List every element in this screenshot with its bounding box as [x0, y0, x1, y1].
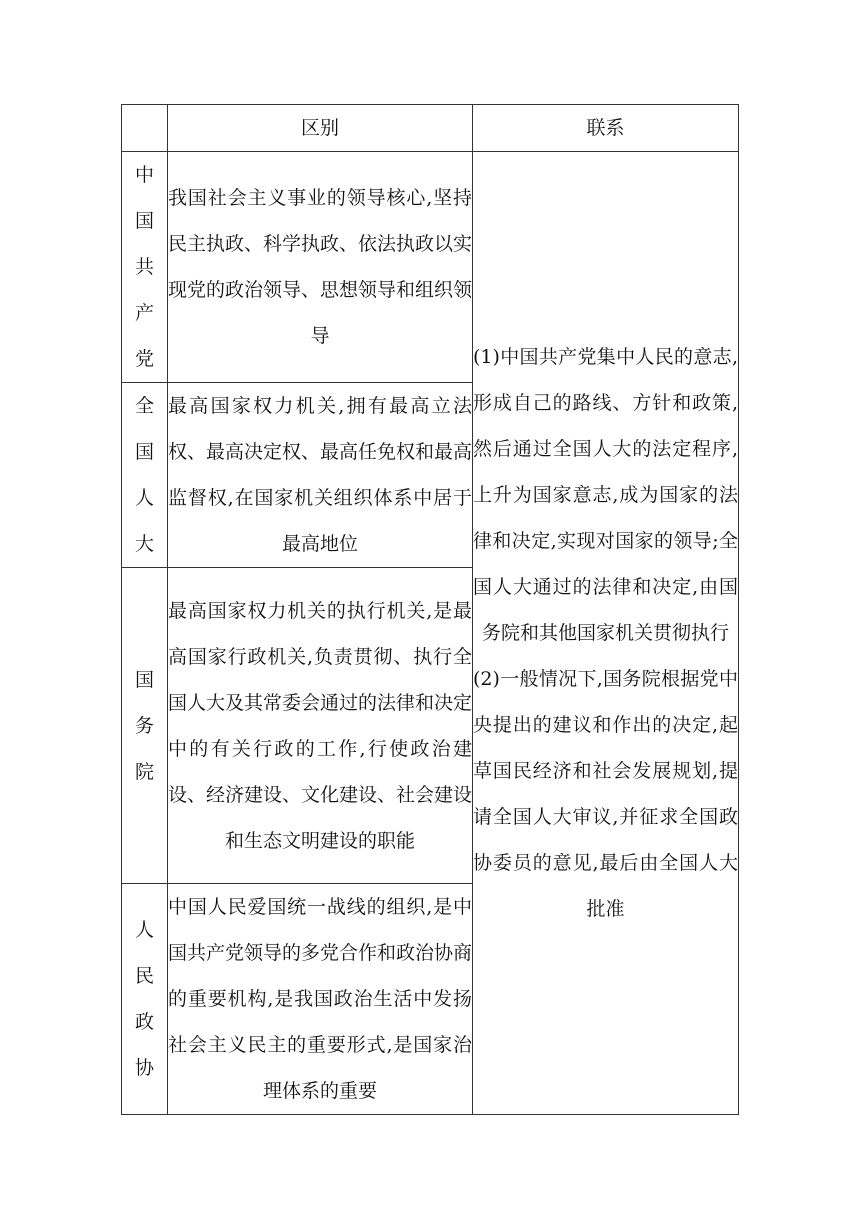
connection-text: (1)中国共产党集中人民的意志,形成自己的路线、方针和政策,然后通过全国人大的法定程序,上升为国家意志,成为国家的法律和决定,实现对国家的领导;全国人大通过的法律和决定,由国务院和其他国家机关贯彻执行 [473, 346, 738, 644]
org-name: 中国共产党 [134, 164, 154, 370]
org-name-cell [122, 152, 168, 383]
header-row [122, 105, 739, 152]
org-name: 国务院 [134, 668, 154, 783]
org-name-cell [122, 568, 168, 884]
difference-text: 我国社会主义事业的领导核心,坚持民主执政、科学执政、依法执政以实现党的政治领导、思想领导和组织领导 [168, 187, 473, 347]
header-connection: 联系 [473, 105, 739, 152]
org-name-cell [122, 884, 168, 1115]
connection-cell [473, 152, 739, 1115]
difference-text: 中国人民爱国统一战线的组织,是中国共产党领导的多党合作和政治协商的重要机构,是我国政治生活中发扬社会主义民主的重要形式,是国家治理体系的重要 [168, 896, 473, 1102]
org-name: 人民政协 [134, 919, 154, 1079]
header-difference: 区别 [168, 105, 473, 152]
org-name-cell [122, 383, 168, 568]
header-empty-cell [122, 105, 168, 152]
difference-cell [168, 568, 473, 884]
table-row [122, 152, 739, 383]
difference-text: 最高国家权力机关,拥有最高立法权、最高决定权、最高任免权和最高监督权,在国家机关组织体系中居于最高地位 [168, 395, 473, 555]
connection-text-2: (2)一般情况下,国务院根据党中央提出的建议和作出的决定,起草国民经济和社会发展规划,提请全国人大审议,并征求全国政协委员的意见,最后由全国人大批准 [473, 668, 738, 920]
org-name: 全国人大 [134, 395, 154, 555]
difference-cell [168, 383, 473, 568]
comparison-table [121, 104, 739, 1115]
difference-cell [168, 884, 473, 1115]
difference-text: 最高国家权力机关的执行机关,是最高国家行政机关,负责贯彻、执行全国人大及其常委会通过的法律和决定中的有关行政的工作,行使政治建设、经济建设、文化建设、社会建设和生态文明建设的职能 [168, 599, 473, 852]
difference-cell [168, 152, 473, 383]
